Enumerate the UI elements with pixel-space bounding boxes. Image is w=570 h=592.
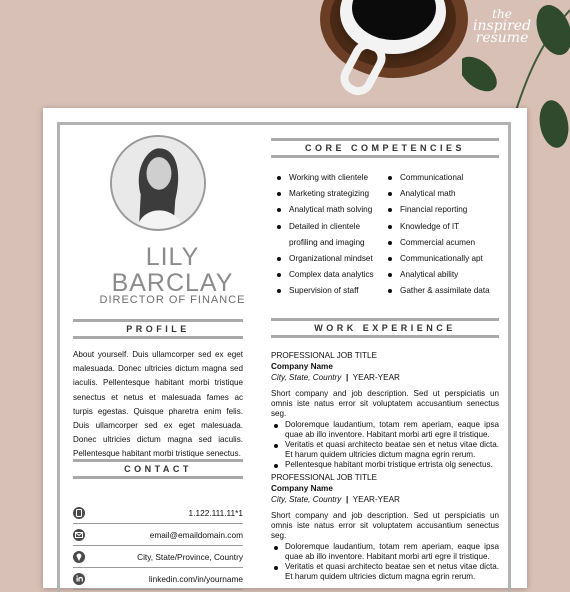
competencies-col-2 xyxy=(386,170,490,300)
linkedin-icon xyxy=(73,573,85,585)
competency-item: Commercial acumen xyxy=(386,235,490,251)
contact-location xyxy=(73,546,243,568)
competency-item: Analytical math solving xyxy=(275,202,374,218)
job-description: Short company and job description. Sed ut perspiciatis un omnis iste natus error sit voluptatem accusantium senectus seg. xyxy=(271,511,499,541)
competency-item: Supervision of staff xyxy=(275,283,374,299)
brand-logo: the inspired resume xyxy=(472,7,532,46)
job-bullet: Pellentesque habitant morbi tristique ertrista olg senectus. xyxy=(271,460,499,470)
competency-item: Financial reporting xyxy=(386,202,490,218)
competency-item: Detailed in clientele xyxy=(275,219,374,235)
competency-item: Marketing strategizing xyxy=(275,186,374,202)
phone-number: 1.122.111.11*1 xyxy=(188,507,243,518)
resume-page xyxy=(43,108,527,588)
job-bullet: Veritatis et quasi architecto beatae sen et netus vitae dicta. Et harum quidem ultricies dictum magna egrin rerum. xyxy=(271,562,499,582)
competency-item: Communicationally apt xyxy=(386,251,490,267)
contact-phone xyxy=(73,502,243,524)
location-icon xyxy=(73,551,85,563)
competency-item: Gather & assimilate data xyxy=(386,283,490,299)
profile-photo xyxy=(110,135,206,231)
competency-item: Complex data analytics xyxy=(275,267,374,283)
competency-item: Working with clientele xyxy=(275,170,374,186)
job-location-years: City, State, Country | YEAR-YEAR xyxy=(271,373,400,382)
job-location-years: City, State, Country | YEAR-YEAR xyxy=(271,495,400,504)
job-bullets xyxy=(271,542,499,583)
contact-email xyxy=(73,524,243,546)
email-address[interactable]: email@emaildomain.com xyxy=(149,529,243,540)
job-bullet: Doloremque laudantium, totam rem aperiam, eaque ipsa quae ab illo inventore. Habitant morbi arti egre il tristique. xyxy=(271,542,499,562)
competencies-heading: CORE COMPETENCIES xyxy=(271,138,499,158)
last-name: BARCLAY xyxy=(111,269,234,297)
job-bullet: Veritatis et quasi architecto beatae sen et netus vitae dicta. Et harum quidem ultricies dictum magna egrin rerum. xyxy=(271,440,499,460)
company-name: Company Name xyxy=(271,484,333,493)
contact-list xyxy=(73,502,243,590)
first-name: LILY xyxy=(145,243,200,271)
work-experience-heading: WORK EXPERIENCE xyxy=(271,318,499,338)
job-entry-2 xyxy=(271,472,499,582)
job-bullets xyxy=(271,420,499,471)
profile-text: About yourself. Duis ullamcorper sed ex eget malesuada. Donec ultricies dictum magna sed iaculis. Pellentesque habitant morbi tristique senectus et netus et malesuada fames ac turpis egestas. Quisque pharetra enim felis. Duis ullamcorper sed ex eget malesuada. Donec ultricies dictum magna sed iaculis. Pellentesque habitant morbi tristique senectus. xyxy=(73,350,243,459)
phone-icon xyxy=(73,507,85,519)
profile-heading: PROFILE xyxy=(73,319,243,339)
competency-item: Knowledge of IT xyxy=(386,219,490,235)
location-text: City, State/Province, Country xyxy=(137,551,243,562)
job-bullet: Doloremque laudantium, totam rem aperiam, eaque ipsa quae ab illo inventore. Habitant morbi arti egre il tristique. xyxy=(271,420,499,440)
email-icon xyxy=(73,529,85,541)
contact-heading: CONTACT xyxy=(73,459,243,479)
linkedin-url[interactable]: linkedin.com/in/yourname xyxy=(148,573,243,584)
competency-item: Communicational xyxy=(386,170,490,186)
competency-item: Organizational mindset xyxy=(275,251,374,267)
competency-item: profiling and imaging xyxy=(289,237,365,247)
job-title: DIRECTOR OF FINANCE xyxy=(99,294,246,306)
contact-linkedin xyxy=(73,568,243,590)
job-entry-1 xyxy=(271,350,499,471)
competency-item: Analytical math xyxy=(386,186,490,202)
job-description: Short company and job description. Sed ut perspiciatis un omnis iste natus error sit voluptatem accusantium senectus seg. xyxy=(271,389,499,419)
competency-item: Analytical ability xyxy=(386,267,490,283)
competencies-col-1 xyxy=(275,170,374,300)
job-title-line: PROFESSIONAL JOB TITLE xyxy=(271,351,378,360)
job-title-line: PROFESSIONAL JOB TITLE xyxy=(271,473,378,482)
company-name: Company Name xyxy=(271,362,333,371)
